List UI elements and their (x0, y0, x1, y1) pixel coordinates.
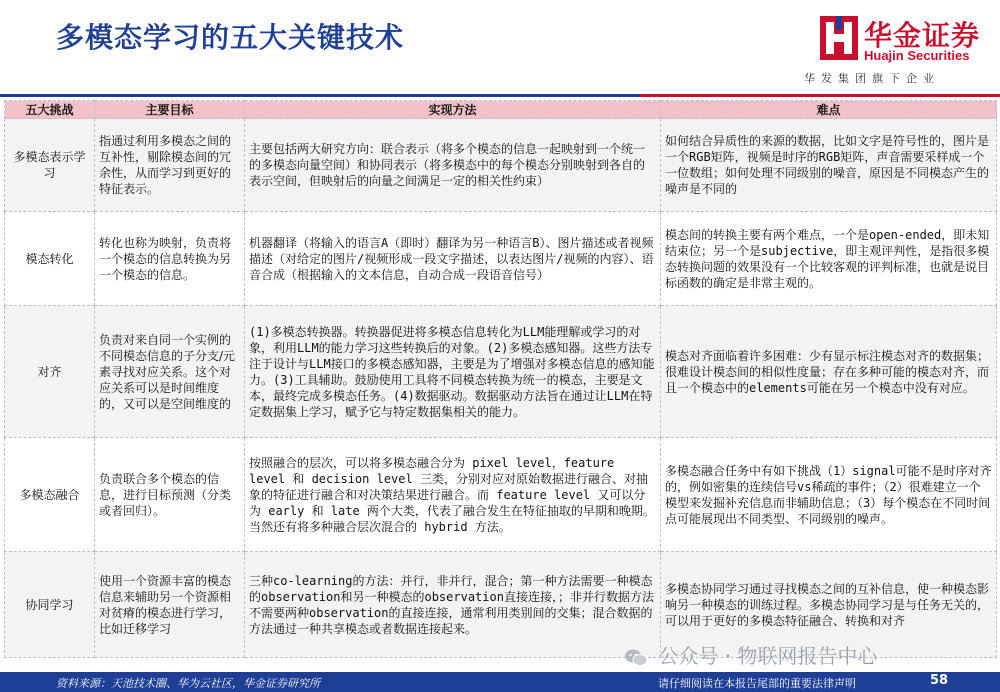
logo-tagline: 华发集团旗下企业 (804, 72, 940, 85)
page-number: 58 (930, 673, 949, 688)
cell-difficulty: 模态间的转换主要有两个难点，一个是open-ended，即未知结束位；另一个是subjective，即主观评判性，是指很多模态转换问题的效果没有一个比较客观的评判标准，也就是说目标函数的确定是非常主观的。 (661, 212, 997, 306)
column-header-difficulty: 难点 (661, 101, 997, 119)
cell-method: (1)多模态转换器。转换器促进将多模态信息转化为LLM能理解或学习的对象，利用LLM的能力学习这些转换后的对象。(2)多模态感知器。这些方法专注于设计与LLM接口的多模态感知器，主要是为了增强对多模态信息的感知能力。(3)工具辅助。鼓励使用工具将不同模态转换为统一的模态，主要是文本，最终完成多模态任务。(4)数据驱动。数据驱动方法旨在通过让LLM在特定数据集上学习，赋予它与特定数据集相关的能力。 (245, 306, 661, 438)
watermark-text: 公众号 · 物联网报告中心 (658, 644, 878, 668)
table-row (5, 212, 997, 306)
disclaimer-note: 请仔细阅读在本报告尾部的重要法律声明 (658, 677, 856, 690)
company-logo (804, 14, 990, 88)
cell-difficulty: 多模态协同学习通过寻找模态之间的互补信息，使一种模态影响另一种模态的训练过程。多模态协同学习是与任务无关的，可以用于更好的多模态特征融合、转换和对齐 (661, 552, 997, 658)
cell-goal: 负责联合多个模态的信息，进行目标预测（分类或者回归）。 (95, 438, 245, 552)
cell-goal: 转化也称为映射，负责将一个模态的信息转换为另一个模态的信息。 (95, 212, 245, 306)
header-rule-blue (0, 94, 640, 97)
slide-header (0, 0, 1000, 96)
table-row (5, 306, 997, 438)
huajin-logo-icon (820, 16, 858, 60)
cell-method: 机器翻译（将输入的语言A（即时）翻译为另一种语言B）、图片描述或者视频描述（对给定的图片/视频形成一段文字描述，以表达图片/视频的内容）、语音合成（根据输入的文本信息，自动合成一段语音信号） (245, 212, 661, 306)
cell-challenge: 协同学习 (5, 552, 95, 658)
cell-challenge: 模态转化 (5, 212, 95, 306)
header-rule-red (640, 94, 1000, 97)
page-title: 多模态学习的五大关键技术 (56, 21, 405, 54)
cell-difficulty: 模态对齐面临着许多困难：少有显示标注模态对齐的数据集；很难设计模态间的相似性度量；存在多种可能的模态对齐，而且一个模态中的elements可能在另一个模态中没有对应。 (661, 306, 997, 438)
slide-footer (0, 672, 1000, 692)
cell-goal: 负责对来自同一个实例的不同模态信息的子分支/元素寻找对应关系。这个对应关系可以是时间维度的，又可以是空间维度的 (95, 306, 245, 438)
table-row (5, 438, 997, 552)
table-header-row (5, 101, 997, 119)
cell-challenge: 多模态融合 (5, 438, 95, 552)
cell-method: 按照融合的层次，可以将多模态融合分为 pixel level，feature level 和 decision level 三类，分别对应对原始数据进行融合、对抽象的特征进行融合和对决策结果进行融合。而 feature level 又可以分为 early 和 late 两个大类，代表了融合发生在特征抽取的早期和晚期。当然还有将多种融合层次混合的 hybrid 方法。 (245, 438, 661, 552)
cell-goal: 指通过利用多模态之间的互补性，剔除模态间的冗余性，从而学习到更好的特征表示。 (95, 119, 245, 212)
cell-challenge: 对齐 (5, 306, 95, 438)
cell-method: 主要包括两大研究方向：联合表示（将多个模态的信息一起映射到一个统一的多模态向量空间）和协同表示（将多模态中的每个模态分别映射到各自的表示空间，但映射后的向量之间满足一定的相关性约束） (245, 119, 661, 212)
key-technologies-table (4, 100, 997, 658)
cell-difficulty: 多模态融合任务中有如下挑战（1）signal可能不是时序对齐的，例如密集的连续信号vs稀疏的事件；（2）很难建立一个模型来发掘补充信息而非辅助信息；（3）每个模态在不同时间点可能展现出不同类型、不同级别的噪声。 (661, 438, 997, 552)
logo-cn-text: 华金证券 (864, 19, 981, 52)
watermark (624, 640, 877, 669)
source-note: 资料来源：天池技术圈、华为云社区，华金证券研究所 (56, 677, 320, 690)
column-header-method: 实现方法 (245, 101, 661, 119)
cell-method: 三种co-learning的方法：并行，非并行，混合；第一种方法需要一种模态的observation和另一种模态的observation直接连接，；非并行数据方法不需要两种observation的直接连接，通常利用类别间的交集；混合数据的方法通过一种共享模态或者数据连接起来。 (245, 552, 661, 658)
wechat-icon (624, 648, 648, 668)
column-header-challenge: 五大挑战 (5, 101, 95, 119)
column-header-goal: 主要目标 (95, 101, 245, 119)
table-row (5, 119, 997, 212)
cell-challenge: 多模态表示学习 (5, 119, 95, 212)
cell-goal: 使用一个资源丰富的模态信息来辅助另一个资源相对贫瘠的模态进行学习，比如迁移学习 (95, 552, 245, 658)
logo-en-text: Huajin Securities (864, 48, 970, 63)
cell-difficulty: 如何结合异质性的来源的数据，比如文字是符号性的，图片是一个RGB矩阵，视频是时序的RGB矩阵，声音需要采样成一个一位数组；如何处理不同级别的噪音，原因是不同模态产生的噪声是不同的 (661, 119, 997, 212)
